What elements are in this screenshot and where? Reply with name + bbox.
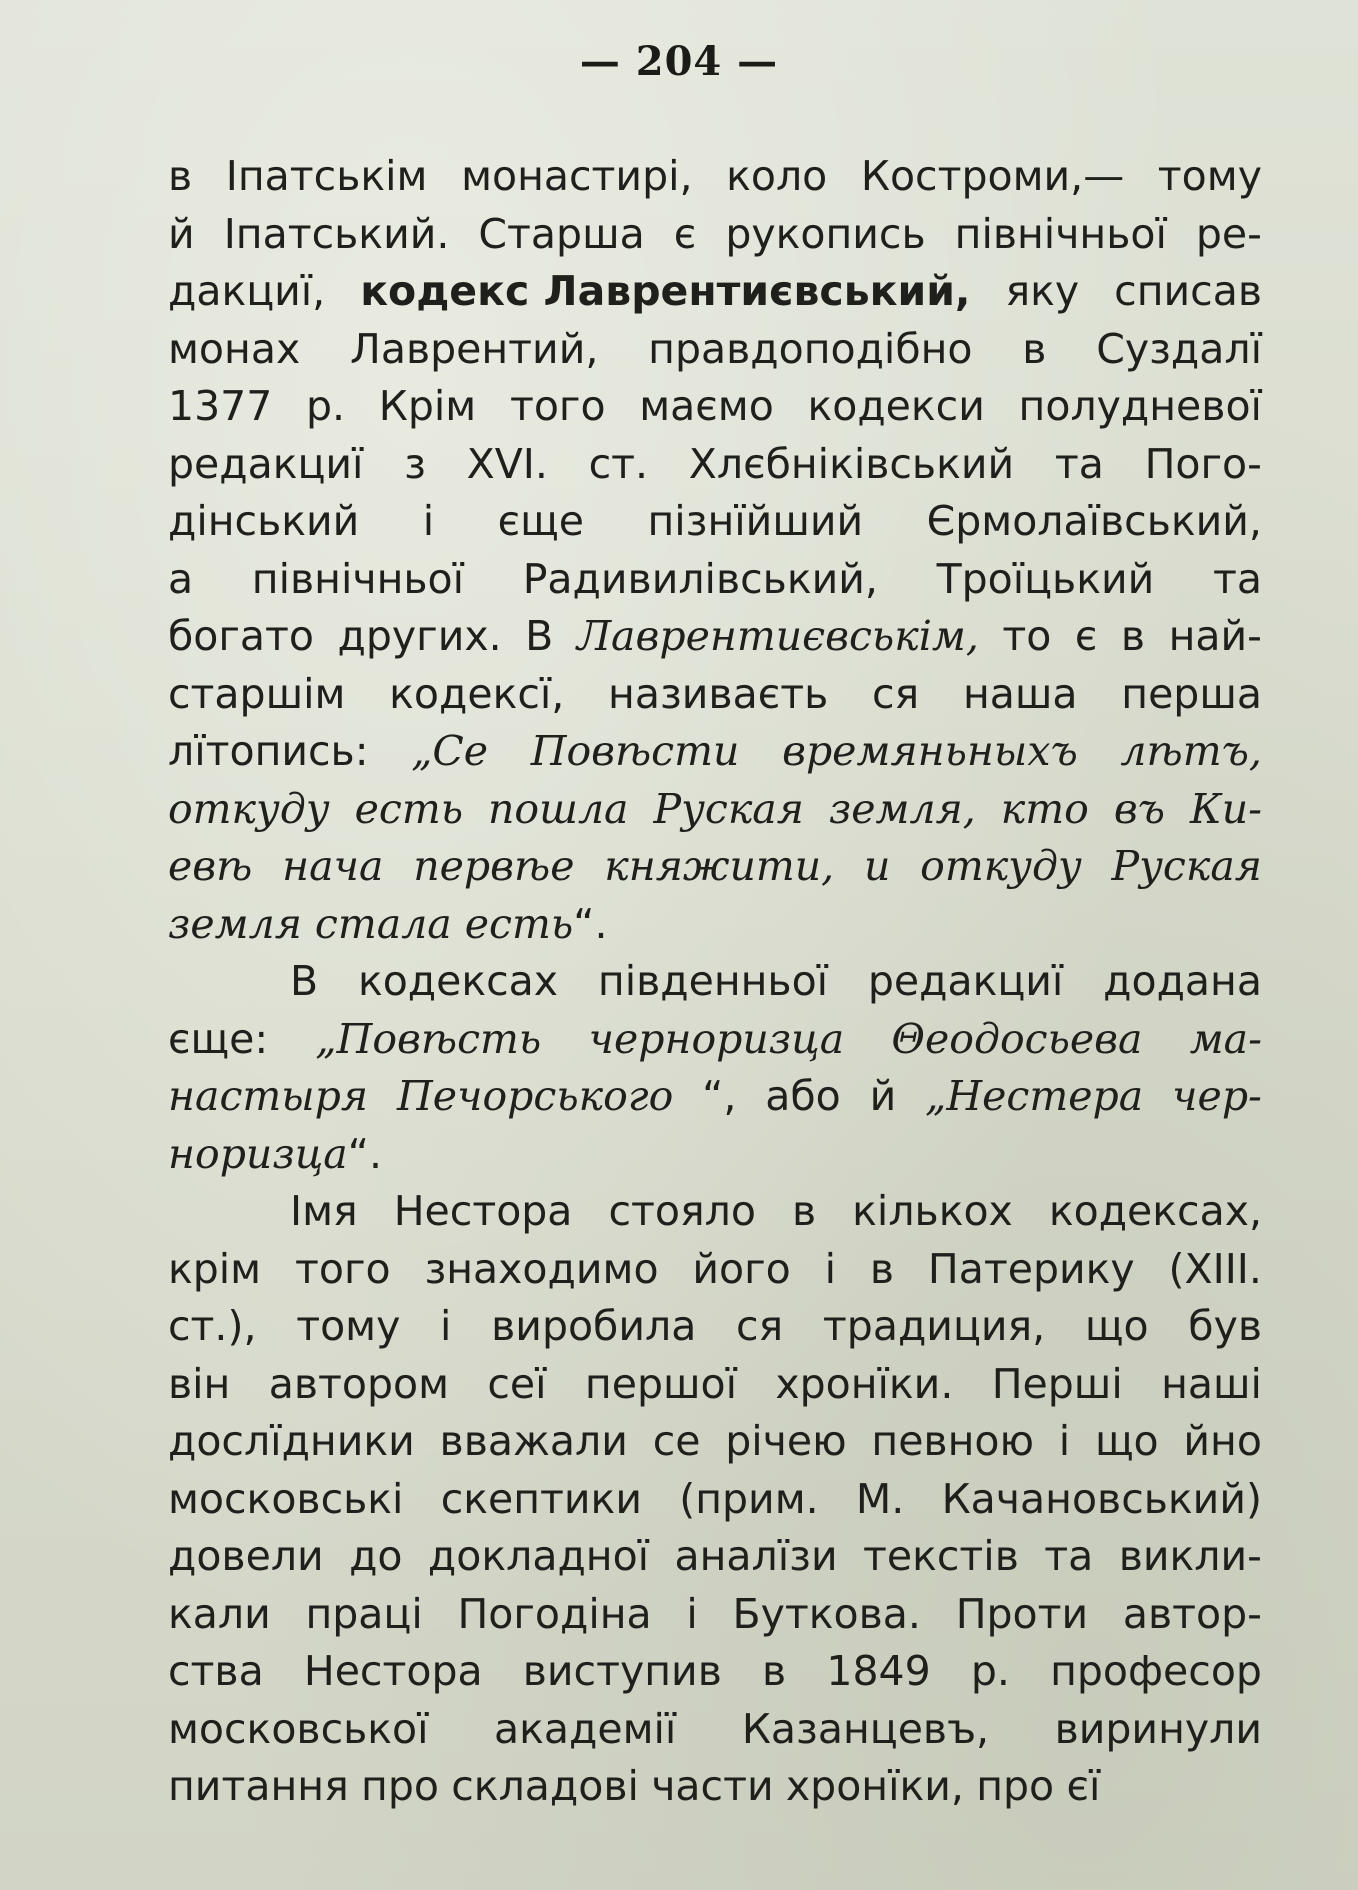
- word: „Се: [411, 727, 489, 775]
- text-line: [168, 1471, 1262, 1529]
- word: ма-: [1189, 1014, 1262, 1063]
- word: черноризца: [588, 1014, 845, 1063]
- word: є: [673, 209, 697, 258]
- text-line: [168, 781, 1262, 839]
- word: того: [509, 382, 606, 430]
- word: ст.),: [168, 1302, 257, 1350]
- word: Костроми,—: [860, 152, 1125, 200]
- word: (XIII.: [1168, 1244, 1262, 1293]
- word: ся: [736, 1302, 784, 1350]
- word: і: [686, 1589, 698, 1638]
- text-line: [168, 1356, 1262, 1414]
- body-text: [168, 148, 1262, 1816]
- text-line: [168, 838, 1262, 896]
- word: пошла: [488, 784, 629, 833]
- word: виступив: [522, 1647, 722, 1695]
- word: єще: [497, 497, 585, 545]
- word: автором: [268, 1359, 450, 1408]
- word: праці: [305, 1589, 423, 1638]
- text-line: [168, 206, 1262, 264]
- word: про: [361, 1762, 439, 1810]
- word: Патерику: [927, 1244, 1135, 1293]
- word: Перші: [991, 1359, 1123, 1408]
- word: Повѣсти: [530, 727, 740, 775]
- text-line: [168, 896, 1262, 954]
- text-line: [168, 436, 1262, 494]
- word: Казанцевъ,: [741, 1704, 990, 1753]
- word: коло: [726, 152, 828, 200]
- word: Троїцький: [936, 554, 1155, 603]
- word: крім: [168, 1244, 262, 1293]
- word: Θеодосьева: [891, 1014, 1143, 1063]
- word: других.: [337, 612, 502, 660]
- word: кали: [168, 1589, 271, 1638]
- word: дінський: [168, 497, 360, 545]
- word: кодексах,: [1048, 1187, 1262, 1235]
- word: 1377: [168, 382, 273, 430]
- word: (прим.: [679, 1474, 819, 1523]
- word: В: [525, 612, 554, 660]
- word: и: [863, 842, 891, 890]
- word: Погодіна: [457, 1589, 652, 1638]
- word: кодексах: [357, 957, 559, 1005]
- word: кто: [1000, 784, 1089, 833]
- word: „Повѣсть: [315, 1014, 542, 1063]
- word: земля,: [828, 784, 976, 833]
- word: в: [1120, 612, 1146, 660]
- word: в: [869, 1244, 895, 1293]
- word: р.: [306, 382, 346, 430]
- word: Буткова.: [732, 1589, 921, 1638]
- word: питання: [168, 1762, 349, 1810]
- word: най-: [1168, 612, 1262, 660]
- text-line: [168, 1413, 1262, 1471]
- word: виринули: [1054, 1704, 1262, 1753]
- word: яку: [1005, 267, 1080, 315]
- word: і: [824, 1244, 837, 1293]
- word: Печорського: [396, 1072, 674, 1120]
- word: хронїки.: [775, 1359, 954, 1408]
- word: в: [762, 1647, 787, 1695]
- word: чер-: [1172, 1072, 1262, 1120]
- paragraph: [168, 148, 1262, 953]
- word: докладної: [427, 1532, 650, 1580]
- word: Руская: [653, 784, 804, 833]
- word: й: [168, 209, 195, 258]
- word: Качановський): [941, 1474, 1262, 1523]
- word: північньої: [954, 209, 1167, 258]
- word: йно: [1183, 1417, 1262, 1465]
- word: „Нестера: [925, 1072, 1144, 1120]
- word: є: [1074, 612, 1098, 660]
- word: автор-: [1122, 1589, 1262, 1638]
- word: професор: [1050, 1647, 1262, 1695]
- word: части: [651, 1762, 774, 1810]
- word: то: [1002, 612, 1052, 660]
- word: тому: [1157, 152, 1262, 200]
- word: традиция,: [822, 1302, 1046, 1350]
- word: нача: [282, 842, 384, 890]
- word: списав: [1114, 267, 1262, 315]
- word: та: [1054, 439, 1104, 488]
- word: і: [1058, 1417, 1071, 1465]
- word: евѣ: [168, 842, 253, 890]
- word: Проти: [955, 1589, 1089, 1638]
- word: в: [168, 152, 193, 200]
- text-line: [168, 1011, 1262, 1069]
- word: дакциї,: [168, 267, 326, 315]
- word: Нестора: [303, 1647, 483, 1695]
- word: монастирі,: [461, 152, 693, 200]
- word: з: [404, 439, 426, 488]
- word: перша: [1121, 669, 1262, 718]
- word: р.: [970, 1647, 1010, 1695]
- word: ства: [168, 1647, 264, 1695]
- word: до: [349, 1532, 403, 1580]
- word: наші: [1161, 1359, 1262, 1408]
- word: М.: [855, 1474, 905, 1523]
- word: Іпатськім: [225, 152, 428, 200]
- word: єї: [1066, 1762, 1101, 1810]
- word: і: [440, 1302, 452, 1350]
- word: Іпатський.: [223, 209, 450, 258]
- text-line: [168, 1643, 1262, 1701]
- word: Імя: [290, 1187, 358, 1235]
- word: маємо: [639, 382, 774, 430]
- word: откуду: [168, 784, 330, 833]
- word: він: [168, 1359, 231, 1408]
- word: вважали: [439, 1417, 628, 1465]
- word: єще:: [168, 1014, 269, 1063]
- word: пізнїйший: [647, 497, 864, 545]
- word: се: [652, 1417, 701, 1465]
- text-line: [168, 148, 1262, 206]
- word: Ки-: [1190, 784, 1262, 833]
- word: откуду: [920, 842, 1082, 890]
- word: ре-: [1195, 209, 1262, 258]
- word: редакциї: [867, 957, 1064, 1005]
- word: в: [791, 1187, 817, 1235]
- word: знаходимо: [424, 1244, 659, 1293]
- text-line: [168, 1701, 1262, 1759]
- word: що: [1094, 1417, 1159, 1465]
- word: XVI.: [466, 439, 548, 488]
- word: 1849: [826, 1647, 931, 1695]
- word: та: [1044, 1532, 1094, 1580]
- word: “.: [573, 899, 608, 948]
- word: був: [1188, 1302, 1262, 1350]
- word: північньої: [251, 554, 465, 603]
- word: лїтопись:: [168, 727, 369, 775]
- word: есть: [354, 784, 464, 833]
- word: Лаврентий,: [349, 324, 599, 373]
- word: Старша: [478, 209, 645, 258]
- word: складові: [451, 1762, 639, 1810]
- word: аналїзи: [674, 1532, 838, 1580]
- word: додана: [1103, 957, 1262, 1005]
- word: кодексї,: [389, 669, 565, 718]
- word: Лаврентиєвськім,: [576, 612, 979, 660]
- text-line: [168, 493, 1262, 551]
- paragraph: [168, 1183, 1262, 1816]
- text-line: [168, 1241, 1262, 1299]
- word: Суздалї: [1096, 324, 1262, 373]
- word: південньої: [597, 957, 829, 1005]
- word: земля стала есть: [168, 899, 574, 948]
- word: виробила: [491, 1302, 697, 1350]
- word: першої: [584, 1359, 737, 1408]
- word: московської: [168, 1704, 429, 1753]
- word: “.: [347, 1129, 383, 1178]
- word: рукопись: [725, 209, 926, 258]
- text-line: [168, 1528, 1262, 1586]
- word: ся: [872, 669, 920, 718]
- word: текстів: [863, 1532, 1019, 1580]
- word: кодекси: [807, 382, 985, 430]
- word: Крім: [378, 382, 477, 430]
- word: ст.: [588, 439, 649, 488]
- word: Пого-: [1144, 439, 1262, 488]
- word: Хлєбніківський: [688, 439, 1015, 488]
- text-line: [168, 1068, 1262, 1126]
- text-line: [168, 551, 1262, 609]
- word: дослїдники: [168, 1417, 415, 1465]
- text-line: [168, 1298, 1262, 1356]
- word: скептики: [440, 1474, 642, 1523]
- word: В: [290, 957, 319, 1005]
- text-line: [168, 723, 1262, 781]
- word: того: [294, 1244, 391, 1293]
- word: наша: [962, 669, 1078, 718]
- text-line: [168, 953, 1262, 1011]
- word: редакциї: [168, 439, 364, 488]
- word: московські: [168, 1474, 404, 1523]
- word: та: [1212, 554, 1262, 603]
- word: річею: [725, 1417, 847, 1465]
- word: настыря: [168, 1072, 369, 1120]
- word: хронїки,: [785, 1762, 964, 1810]
- word: старшім: [168, 669, 346, 718]
- word: викли-: [1118, 1532, 1262, 1580]
- word: княжити,: [604, 842, 835, 890]
- text-line: [168, 608, 1262, 666]
- word: въ: [1113, 784, 1166, 833]
- text-line: [168, 1183, 1262, 1241]
- text-line: [168, 1758, 1262, 1816]
- word: й: [869, 1072, 897, 1120]
- word: норизца: [168, 1129, 348, 1178]
- word: Руская: [1111, 842, 1262, 890]
- word: Радивилівський,: [522, 554, 878, 603]
- text-line: [168, 378, 1262, 436]
- word: времяньныхъ: [782, 727, 1078, 775]
- text-line: [168, 263, 1262, 321]
- word: називаєть: [608, 669, 829, 718]
- word: що: [1084, 1302, 1149, 1350]
- word: кодекс Лаврентиєвський,: [360, 267, 971, 315]
- word: і: [422, 497, 435, 545]
- word: кількох: [852, 1187, 1013, 1235]
- word: полудневої: [1018, 382, 1262, 430]
- word: Єрмолаївський,: [926, 497, 1262, 545]
- text-line: [168, 666, 1262, 724]
- word: про: [976, 1762, 1055, 1810]
- word: тому: [296, 1302, 401, 1350]
- word: а: [168, 554, 194, 603]
- text-line: [168, 1586, 1262, 1644]
- word: Нестора: [393, 1187, 573, 1235]
- word: його: [692, 1244, 791, 1293]
- text-line: [168, 1126, 1262, 1184]
- word: певною: [871, 1417, 1034, 1465]
- word: довели: [168, 1532, 324, 1580]
- word: в: [1022, 324, 1047, 373]
- word: або: [765, 1072, 841, 1120]
- word: сеї: [487, 1359, 547, 1408]
- page-number: — 204 —: [579, 38, 779, 85]
- word: стояло: [608, 1187, 756, 1235]
- word: “,: [702, 1072, 737, 1120]
- word: первѣе: [413, 842, 575, 890]
- text-line: [168, 321, 1262, 379]
- word: правдоподібно: [648, 324, 973, 373]
- paragraph: [168, 953, 1262, 1183]
- word: академії: [494, 1704, 677, 1753]
- word: монах: [168, 324, 301, 373]
- word: лѣтъ,: [1120, 727, 1262, 775]
- word: богато: [168, 612, 315, 660]
